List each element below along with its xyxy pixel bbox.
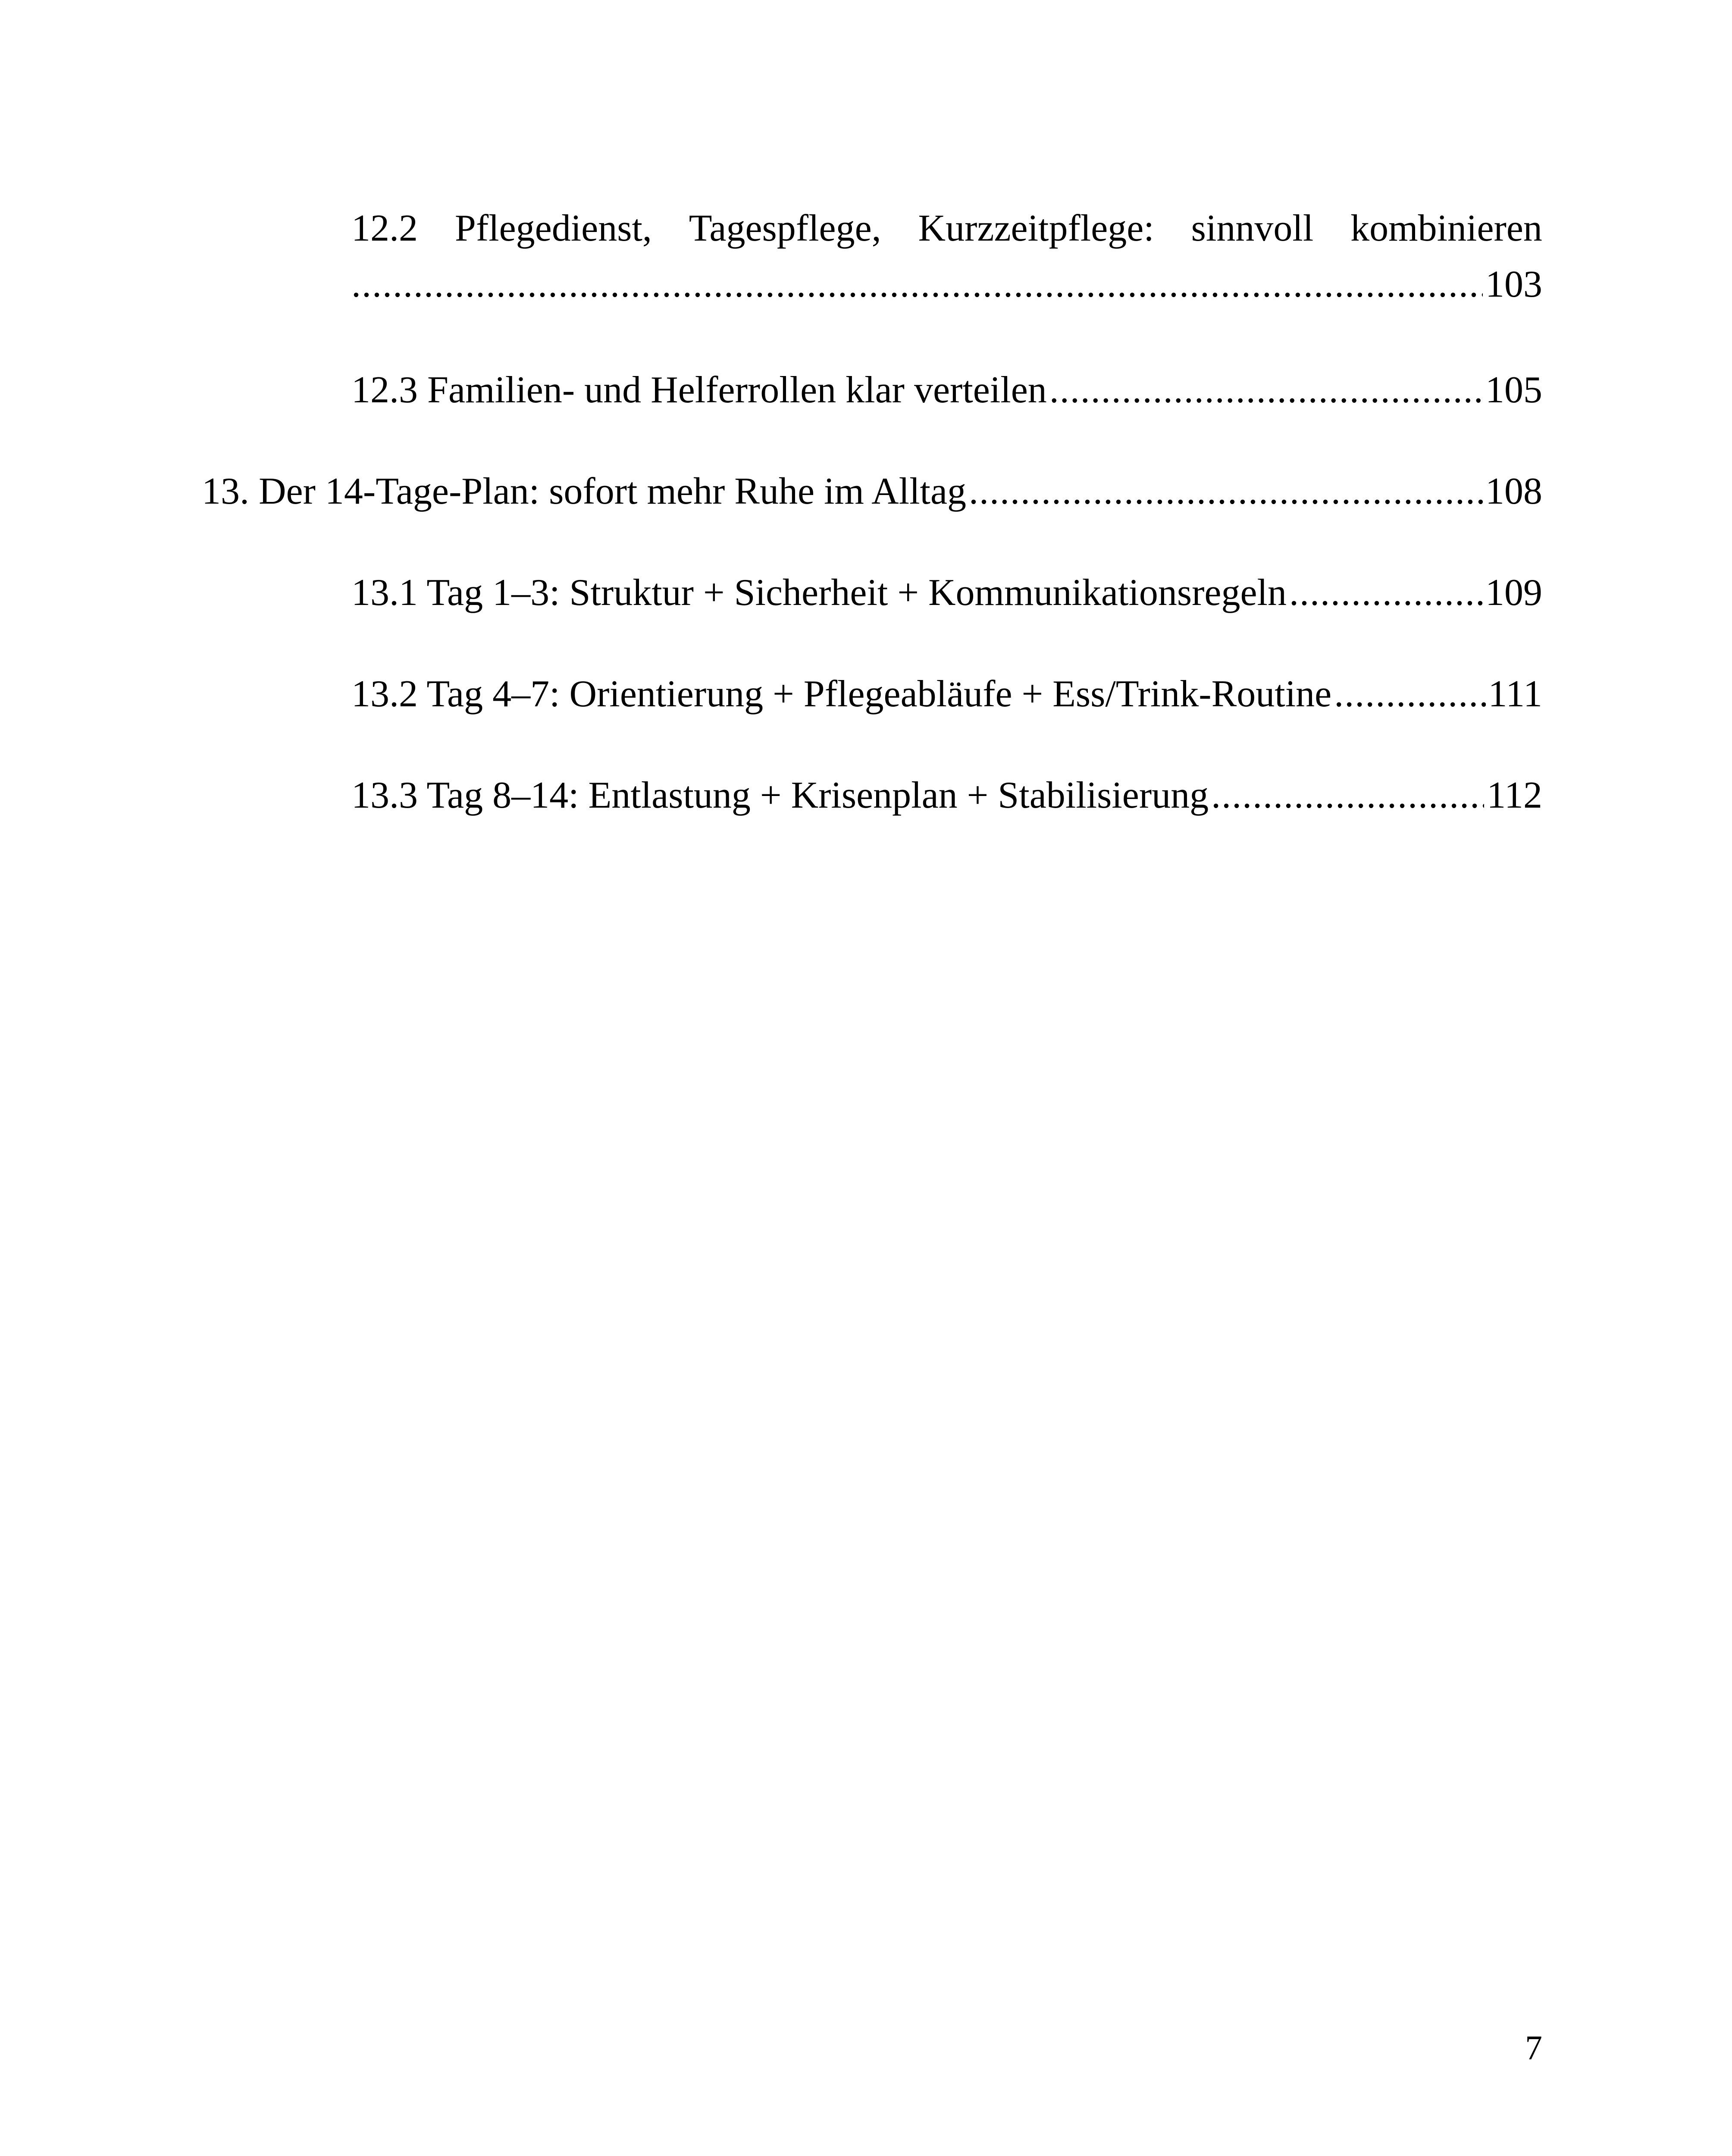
toc-entry-12-2-leader-line [351, 257, 1542, 313]
toc-word: 12.2 [351, 207, 418, 249]
dot-leader [351, 257, 1483, 313]
toc-entry-12-2-title [351, 201, 1542, 257]
toc-word: Tagespflege, [689, 207, 881, 249]
toc-page-number: 103 [1485, 263, 1542, 305]
dot-leader [1334, 666, 1485, 722]
toc-entry-13-2 [351, 666, 1542, 722]
toc-word: Kurzzeitpflege: [918, 207, 1154, 249]
toc-word: kombinieren [1350, 207, 1542, 249]
toc-page-number: 112 [1487, 774, 1542, 816]
toc-page-number: 109 [1485, 572, 1542, 614]
toc-entry-12-3 [351, 362, 1542, 418]
toc-entry-13-3 [351, 768, 1542, 824]
toc-entry-title: 12.3 Familien- und Helferrollen klar verteilen [351, 369, 1047, 411]
toc-entry-13 [202, 464, 1542, 520]
toc-page-number: 108 [1485, 470, 1542, 512]
toc-entry-title: 13.3 Tag 8–14: Entlastung + Krisenplan + Stabilisierung [351, 774, 1209, 816]
toc-word: sinnvoll [1191, 207, 1314, 249]
dot-leader [1049, 362, 1483, 418]
toc-word: Pflegedienst, [454, 207, 652, 249]
toc-entry-title: 13.1 Tag 1–3: Struktur + Sicherheit + Kommunikationsregeln [351, 572, 1287, 614]
dot-leader [1289, 565, 1483, 621]
dot-leader [1211, 768, 1484, 824]
toc-page-number: 111 [1488, 673, 1542, 715]
toc-entry-12-2 [351, 201, 1542, 313]
toc-entry-title: 13. Der 14-Tage-Plan: sofort mehr Ruhe im Alltag [202, 470, 967, 512]
toc-entry-13-1 [351, 565, 1542, 621]
toc-entry-title: 13.2 Tag 4–7: Orientierung + Pflegeabläufe + Ess/Trink-Routine [351, 673, 1332, 715]
toc-page-number: 105 [1485, 369, 1542, 411]
dot-leader [969, 464, 1483, 520]
page-number: 7 [1525, 2029, 1542, 2067]
